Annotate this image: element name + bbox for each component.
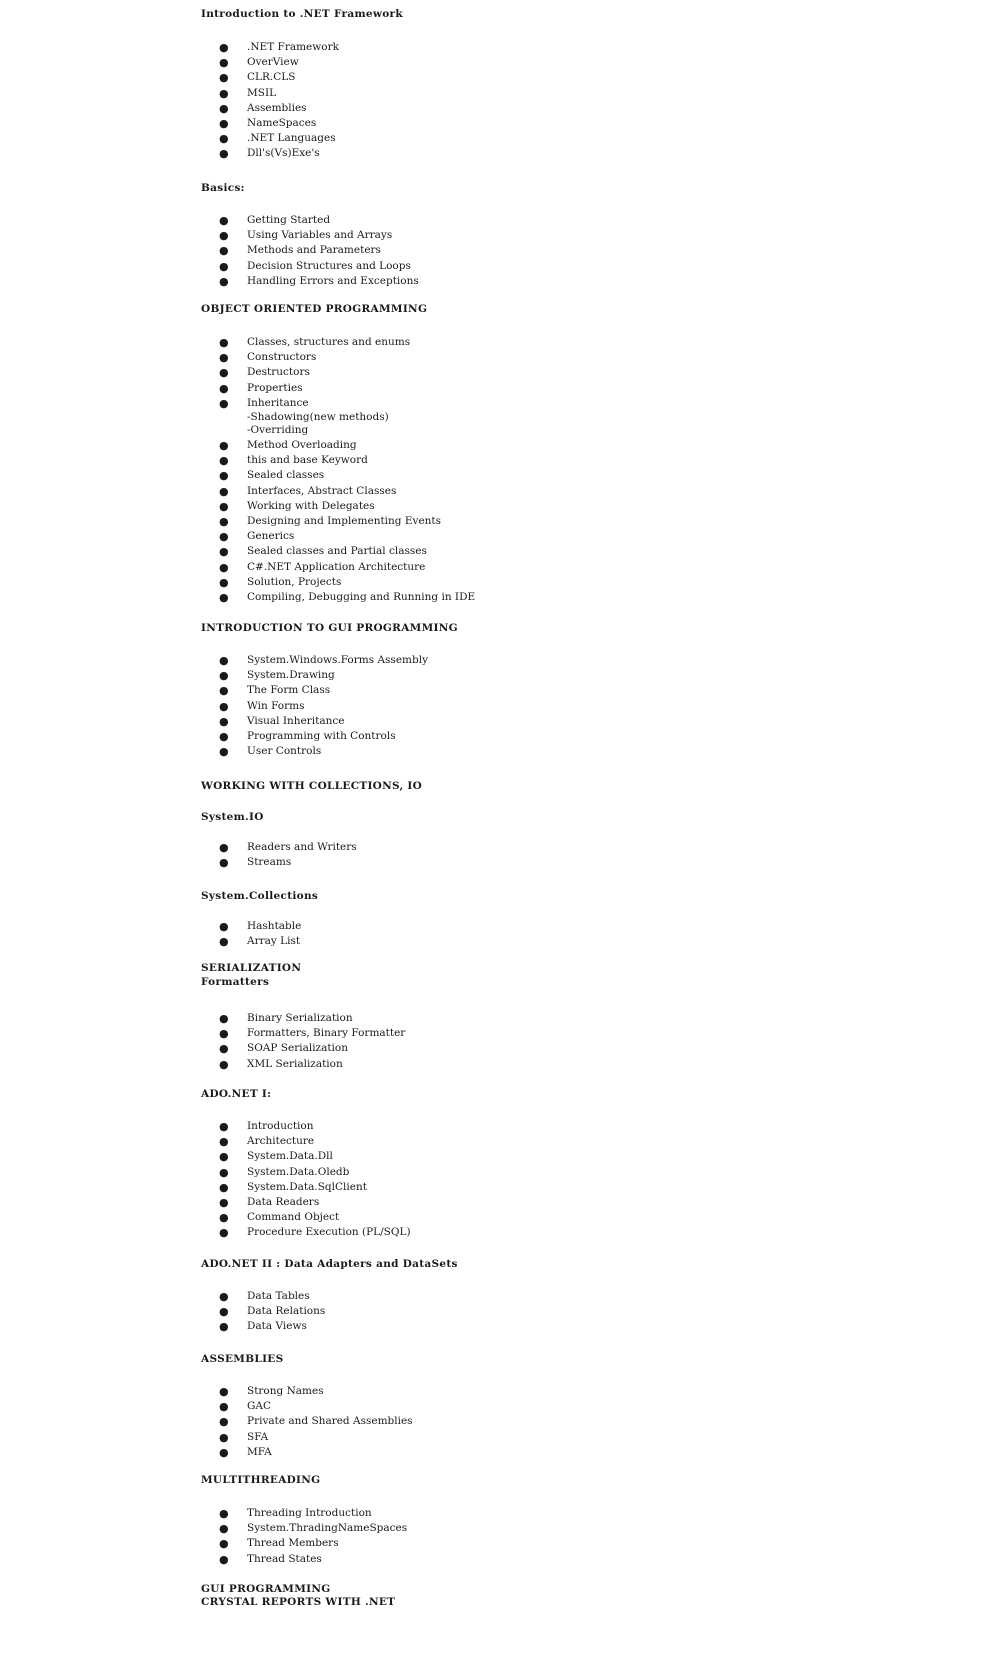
bullet-icon: ● [219, 244, 229, 258]
bullet-icon: ● [219, 1135, 229, 1149]
list-item-text: Thread Members [247, 1537, 339, 1550]
bullet-icon: ● [219, 935, 229, 949]
list-item-text: Sealed classes [247, 469, 325, 482]
bullet-icon: ● [219, 1537, 229, 1551]
bullet-icon: ● [219, 1522, 229, 1536]
bullet-icon: ● [219, 439, 229, 452]
list-item-text: Win Forms [247, 699, 305, 712]
list-item-text: Constructors [247, 351, 317, 364]
bullet-icon: ● [219, 1305, 229, 1319]
list-item-text: GAC [247, 1400, 272, 1413]
bullet-icon: ● [219, 499, 229, 513]
list-item-text: Inheritance [247, 396, 309, 409]
list-item-text: The Form Class [247, 684, 331, 697]
section-heading: Basics: [201, 182, 245, 194]
list-item-text: Properties [247, 381, 303, 394]
list-item-text: Command Object [247, 1211, 340, 1224]
list-item-text: this and base Keyword [247, 454, 368, 467]
list-item-text: Interfaces, Abstract Classes [247, 484, 397, 497]
bullet-icon: ● [219, 575, 229, 589]
bullet-icon: ● [219, 1320, 229, 1334]
bullet-icon: ● [219, 560, 229, 574]
bullet-icon: ● [219, 214, 229, 227]
bullet-icon: ● [219, 684, 229, 698]
bullet-icon: ● [219, 1507, 229, 1520]
bullet-icon: ● [219, 1042, 229, 1056]
list-item-text: Data Readers [247, 1196, 320, 1208]
bullet-icon: ● [219, 229, 229, 243]
list-item-text: System.Windows.Forms Assembly [247, 654, 429, 666]
bullet-icon: ● [219, 545, 229, 559]
list-item-text: Data Views [247, 1320, 307, 1333]
list-item-text: .NET Languages [247, 132, 336, 145]
list-item-subline: -Shadowing(new methods) [247, 411, 389, 423]
bullet-icon: ● [219, 1226, 229, 1240]
bullet-icon: ● [219, 1165, 229, 1179]
bullet-icon: ● [219, 654, 229, 667]
list-item-text: Strong Names [247, 1385, 324, 1397]
list-item-text: Architecture [247, 1135, 315, 1148]
bullet-icon: ● [219, 469, 229, 483]
bullet-icon: ● [219, 699, 229, 713]
bullet-icon: ● [219, 1012, 229, 1025]
section-heading: WORKING WITH COLLECTIONS, IO [201, 780, 423, 792]
bullet-icon: ● [219, 1180, 229, 1194]
list-item-text: XML Serialization [247, 1057, 343, 1070]
list-item-text: MSIL [247, 86, 277, 99]
list-item-text: C#.NET Application Architecture [247, 560, 426, 573]
bullet-icon: ● [219, 1150, 229, 1164]
bullet-icon: ● [219, 745, 229, 759]
list-item-text: Sealed classes and Partial classes [247, 545, 427, 558]
list-item-text: System.ThradingNameSpaces [247, 1522, 408, 1535]
bullet-icon: ● [219, 591, 229, 604]
section-heading: OBJECT ORIENTED PROGRAMMING [201, 303, 428, 315]
bullet-icon: ● [219, 1196, 229, 1209]
list-item-text: Threading Introduction [247, 1507, 372, 1519]
list-item-text: Data Tables [247, 1290, 310, 1302]
bullet-icon: ● [219, 396, 229, 410]
list-item-text: User Controls [247, 745, 322, 758]
list-item-text: Destructors [247, 366, 310, 379]
bullet-icon: ● [219, 669, 229, 683]
bullet-icon: ● [219, 515, 229, 528]
list-item-text: Programming with Controls [247, 730, 396, 742]
section-heading: ASSEMBLIES [201, 1353, 284, 1365]
bullet-icon: ● [219, 920, 229, 933]
bullet-icon: ● [219, 366, 229, 380]
list-item-text: System.Drawing [247, 669, 335, 682]
list-item-text: NameSpaces [247, 117, 317, 129]
bullet-icon: ● [219, 41, 229, 54]
list-item-text: System.Data.SqlClient [247, 1180, 367, 1193]
list-item-text: Using Variables and Arrays [247, 229, 393, 242]
bullet-icon: ● [219, 259, 229, 273]
list-item-text: SOAP Serialization [247, 1042, 349, 1055]
list-item-text: Procedure Execution (PL/SQL) [247, 1226, 411, 1239]
bullet-icon: ● [219, 1120, 229, 1133]
bullet-icon: ● [219, 1290, 229, 1303]
list-item-text: Solution, Projects [247, 575, 342, 588]
list-item-text: Decision Structures and Loops [247, 259, 411, 272]
list-item-text: SFA [247, 1430, 269, 1443]
list-item-text: Generics [247, 530, 295, 543]
list-item-text: Readers and Writers [247, 841, 357, 853]
list-item-text: System.Data.Oledb [247, 1165, 350, 1178]
bullet-icon: ● [219, 1400, 229, 1414]
list-item-subline: -Overriding [247, 424, 309, 436]
section-heading: System.Collections [201, 890, 319, 902]
list-item-text: MFA [247, 1445, 272, 1458]
bullet-icon: ● [219, 71, 229, 85]
bullet-icon: ● [219, 336, 229, 349]
list-item-text: Data Relations [247, 1305, 326, 1318]
list-item-text: Working with Delegates [247, 499, 375, 512]
list-item-text: CLR.CLS [247, 71, 296, 84]
bullet-icon: ● [219, 101, 229, 115]
list-item-text: OverView [247, 56, 299, 69]
bullet-icon: ● [219, 1552, 229, 1566]
list-item-text: Binary Serialization [247, 1012, 353, 1024]
bullet-icon: ● [219, 1027, 229, 1041]
bullet-icon: ● [219, 454, 229, 468]
list-item-text: Introduction [247, 1120, 314, 1132]
bullet-icon: ● [219, 1430, 229, 1444]
bullet-icon: ● [219, 56, 229, 70]
list-item-text: Formatters, Binary Formatter [247, 1027, 406, 1040]
section-heading: MULTITHREADING [201, 1474, 321, 1486]
bullet-icon: ● [219, 530, 229, 544]
bullet-icon: ● [219, 1057, 229, 1071]
bullet-icon: ● [219, 1385, 229, 1398]
bullet-icon: ● [219, 351, 229, 365]
list-item-text: Handling Errors and Exceptions [247, 274, 419, 287]
section-heading: ADO.NET I: [201, 1088, 272, 1100]
list-item-text: Hashtable [247, 920, 302, 932]
list-item-text: Dll's(Vs)Exe's [247, 147, 320, 160]
list-item-text: Getting Started [247, 214, 331, 226]
bullet-icon: ● [219, 117, 229, 130]
bullet-icon: ● [219, 274, 229, 288]
section-heading: Introduction to .NET Framework [201, 8, 403, 20]
list-item-text: Method Overloading [247, 439, 357, 451]
list-item-text: Assemblies [247, 101, 307, 114]
bullet-icon: ● [219, 1211, 229, 1225]
list-item-text: Designing and Implementing Events [247, 515, 442, 527]
list-item-text: Visual Inheritance [247, 714, 345, 727]
section-heading: INTRODUCTION TO GUI PROGRAMMING [201, 622, 458, 634]
list-item-text: .NET Framework [247, 41, 339, 53]
list-item-text: Compiling, Debugging and Running in IDE [247, 591, 476, 603]
section-subheading: CRYSTAL REPORTS WITH .NET [201, 1596, 396, 1608]
list-item-text: Thread States [247, 1552, 322, 1565]
bullet-icon: ● [219, 381, 229, 395]
bullet-icon: ● [219, 856, 229, 870]
bullet-icon: ● [219, 841, 229, 854]
section-heading: System.IO [201, 811, 264, 823]
list-item-text: Streams [247, 856, 292, 869]
list-item-text: Array List [247, 935, 301, 948]
bullet-icon: ● [219, 1415, 229, 1429]
bullet-icon: ● [219, 132, 229, 146]
bullet-icon: ● [219, 147, 229, 161]
list-item-text: Classes, structures and enums [247, 336, 411, 348]
section-subheading: Formatters [201, 976, 270, 988]
bullet-icon: ● [219, 484, 229, 498]
section-heading: SERIALIZATION [201, 962, 302, 974]
bullet-icon: ● [219, 86, 229, 100]
list-item-text: System.Data.Dll [247, 1150, 333, 1163]
list-item-text: Methods and Parameters [247, 244, 381, 257]
bullet-icon: ● [219, 730, 229, 743]
section-heading: ADO.NET II : Data Adapters and DataSets [201, 1258, 458, 1270]
list-item-text: Private and Shared Assemblies [247, 1415, 413, 1428]
section-heading: GUI PROGRAMMING [201, 1583, 331, 1595]
bullet-icon: ● [219, 714, 229, 728]
bullet-icon: ● [219, 1445, 229, 1459]
